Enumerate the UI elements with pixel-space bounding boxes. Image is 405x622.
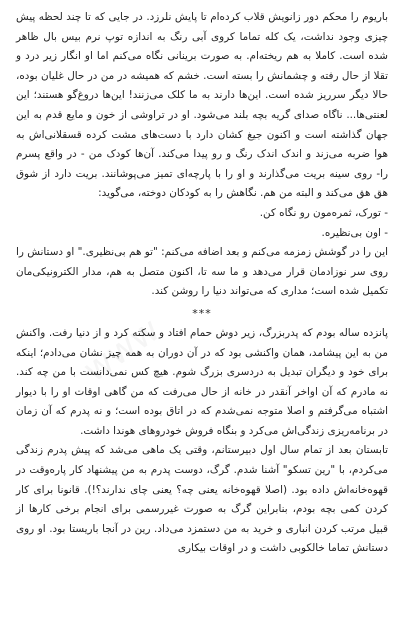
paragraph-3: پانزده ساله بودم که پدربزرگ، زیر دوش حمام افتاد و سکته کرد و از دنیا رفت. واکنش من به این پیشامد، همان واکنشی بود که در آن دوران به همه چیز نشان می‌دادم؛ اینکه برای خود و دیگران تبدیل به دردسری بزرگ شوم. هیچ کس نمی‌دانست با من چه کند. نه مادرم که آن اواخر آنقدر در خانه از حال می‌رفت که من گاهی اوقات او را با دیوار اشتباه می‌گرفتم و اصلا متوجه نمی‌شدم که در اتاق بوده است؛ و نه پدرم که آن زمان در برنامه‌ریزی زندگی‌اش می‌کرد و بنگاه فروش خودروهای هوندا داشت. [16,326,388,437]
paragraph-4: تابستان بعد از تمام سال اول دبیرستانم، وقتی یک ماهی می‌شد که پیش پدرم زندگی می‌کردم، با "رین تسکو" آشنا شدم. گرگ، دوست پدرم به من پیشنهاد کار پاره‌وقت در قهوه‌خانه‌اش داده بود. (اصلا قهوه‌خانه یعنی چه؟ یعنی چای ندارند؟!). قانونا برای کار کردن کمی بچه بودم، بنابراین گرگ به صورت غیررسمی برای انجام برخی کارها از قبیل مرتب کردن انباری و خرید به من دستمزد می‌داد. رین در آنجا باریستا بود. او روی دستانش تماما خالکوبی داشت و در اوقات بیکاری [16,444,388,555]
dialogue-line-2: - اون بی‌نظیره. [321,226,388,239]
paragraph-2: این را در گوشش زمزمه می‌کنم و بعد اضافه می‌کنم: "تو هم بی‌نظیری." او دستانش را روی سر نوزادمان قرار می‌دهد و ما سه تا، اکنون متصل به هم، مدار الکترونیکی‌مان تکمیل شده است؛ مداری که می‌تواند دنیا را روشن کند. [16,246,388,298]
section-separator: *** [192,306,212,320]
watermark: www [76,309,168,391]
paragraph-1: باریوم را محکم دور زانویش قلاب کرده‌ام تا پایش نلرزد. در جایی که تا چند لحظه پیش چیزی وجود نداشت، یک کله تماما کروی آبی رنگ به اندازه توپ نرم بیس بال ظاهر شده است. کاملا به هم ریخته‌ام. به صورت برینانی نگاه می‌کنم اما او انگار زیر درد و تقلا از حال رفته و چشمانش را بسته است. خشم که همیشه در من در حال غلیان بوده، حالا دیگر سرریز شده است. این‌ها دارند به ما کلک می‌زنند! این‌ها دروغ‌گو هستند؛ این لعنتی‌ها... ناگاه صدای گریه بچه بلند می‌شود. او در تراوشی از خون و مایع قدم به این جهان گذاشته است و اکنون جیغ کشان دارد با دست‌های مشت کرده قسقلانی‌اش به هوا ضربه می‌زند و اندک اندک رنگ و رو پیدا می‌کند. آن‌ها کودک من - در واقع پسرم را- روی سینه بریت می‌گذارند و او را با پارچه‌ای تمیز می‌پوشانند. بریت دارد از شوق هق هق می‌کند و البته من هم. نگاهش را به کودکان دوخته، می‌گوید: [16,11,388,200]
dialogue-line-1: - تورک، ثمره‌مون رو نگاه کن. [259,206,388,219]
document-body [16,8,388,559]
